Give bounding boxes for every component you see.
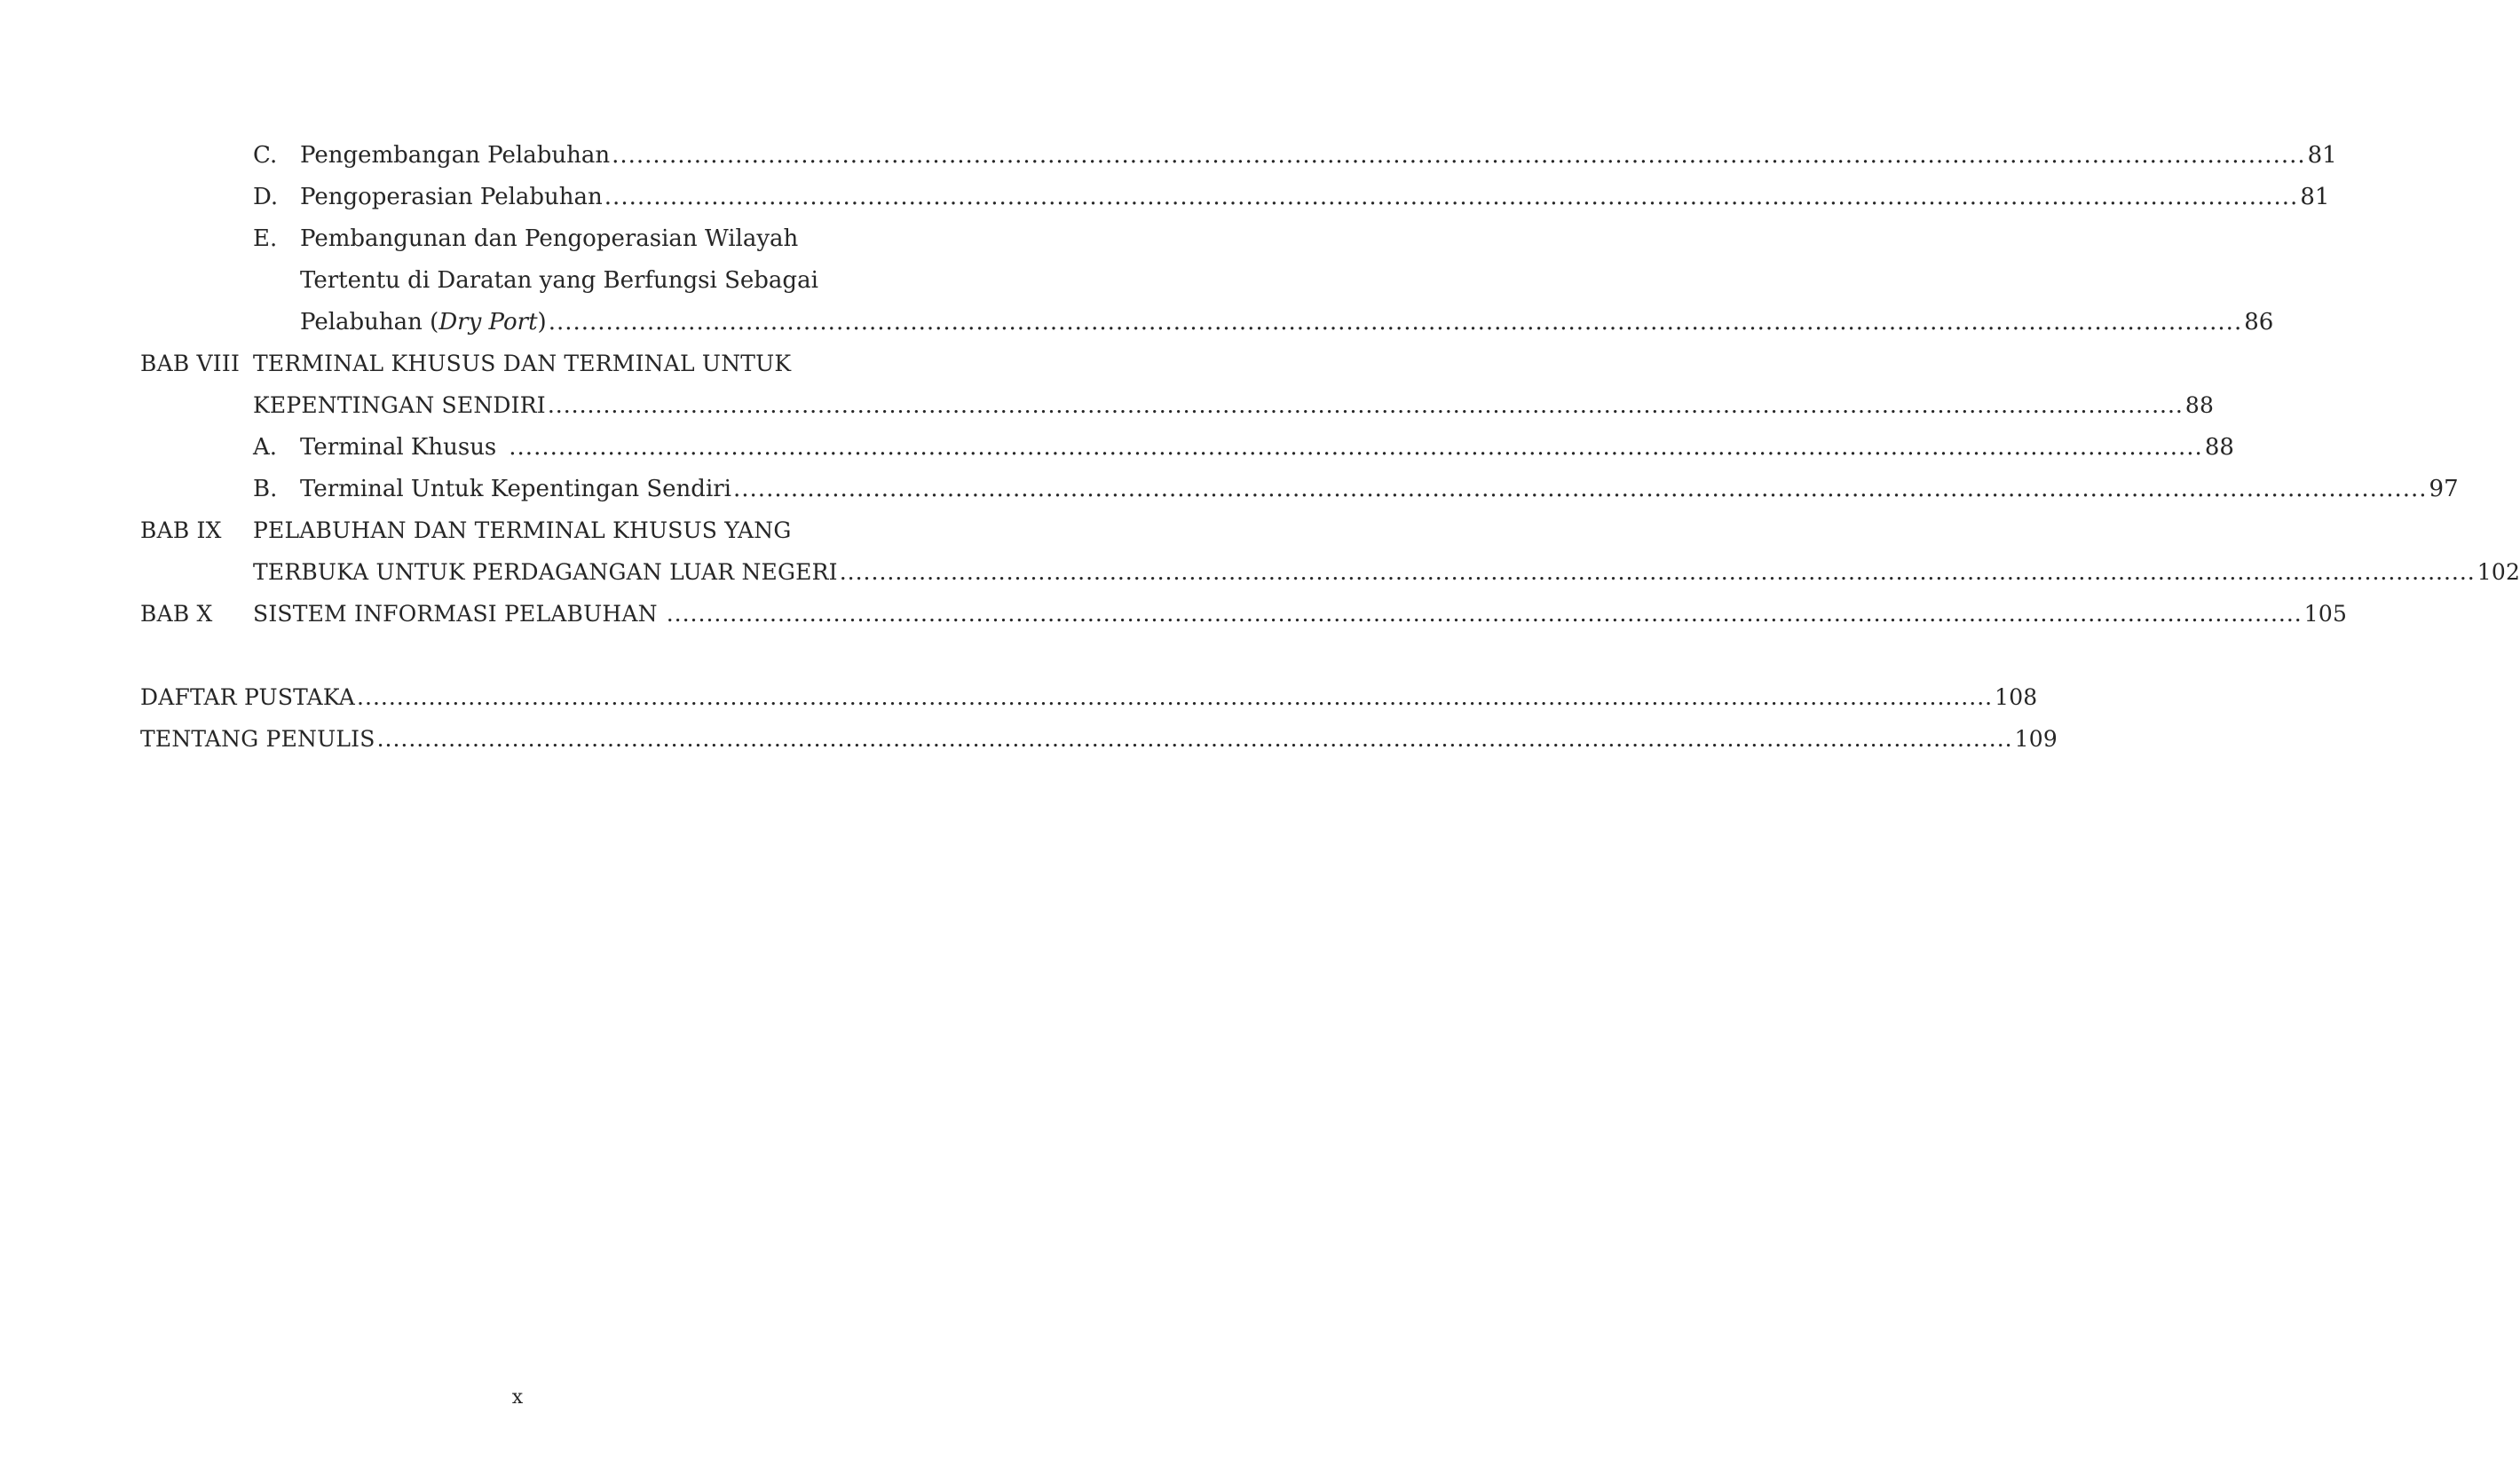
toc-page-number: 102 (2477, 559, 2520, 585)
toc-daftar-pustaka[interactable] (140, 680, 2038, 715)
toc-chapter-9[interactable] (253, 555, 2520, 590)
toc-chapter-8[interactable] (253, 388, 2215, 423)
toc-entry-title: Terminal Khusus (300, 434, 497, 461)
toc-entry-e[interactable] (300, 304, 2274, 340)
toc-chapter-label-8: BAB VIII (140, 351, 241, 376)
toc-entry-title-suffix: ) (537, 309, 547, 335)
toc-letter-a: A. (253, 434, 278, 461)
toc-leader-dots (733, 471, 2428, 507)
toc-entry-title-italic: Dry Port (438, 309, 538, 335)
toc-entry-title-prefix: Pelabuhan ( (300, 309, 439, 335)
toc-letter-d: D. (253, 184, 279, 210)
toc-entry-title: KEPENTINGAN SENDIRI (253, 392, 546, 418)
toc-entry-e-line2: Tertentu di Daratan yang Berfungsi Sebagai (300, 267, 818, 294)
toc-entry-b[interactable] (300, 471, 2459, 507)
toc-page-number: 86 (2244, 309, 2274, 335)
toc-entry-e-line1: Pembangunan dan Pengoperasian Wilayah (300, 225, 799, 252)
toc-leader-dots (667, 596, 2303, 632)
toc-page-number: 109 (2014, 726, 2058, 752)
toc-entry-title: TENTANG PENULIS (140, 726, 375, 752)
toc-entry-title: DAFTAR PUSTAKA (140, 684, 356, 710)
toc-entry-title: Terminal Untuk Kepentingan Sendiri (300, 476, 732, 502)
toc-leader-dots (377, 722, 2013, 757)
toc-entry-title: SISTEM INFORMASI PELABUHAN (253, 601, 658, 627)
toc-page-number: 97 (2429, 476, 2459, 502)
toc-leader-dots (548, 388, 2184, 423)
toc-leader-dots (357, 680, 1993, 715)
toc-page-number: 81 (2300, 184, 2330, 210)
toc-leader-dots (509, 430, 2203, 465)
toc-leader-dots (840, 555, 2476, 590)
toc-chapter-9-line1: PELABUHAN DAN TERMINAL KHUSUS YANG (253, 517, 792, 543)
toc-leader-dots (604, 179, 2299, 215)
toc-tentang-penulis[interactable] (140, 722, 2058, 757)
toc-letter-b: B. (253, 476, 278, 502)
toc-letter-e: E. (253, 225, 278, 252)
page-number-footer: x (511, 1386, 524, 1409)
toc-chapter-10[interactable] (253, 596, 2348, 632)
toc-page-number: 88 (2204, 434, 2234, 461)
toc-page-number: 108 (1995, 684, 2038, 710)
toc-entry-title (300, 304, 547, 340)
toc-letter-c: C. (253, 142, 278, 169)
toc-entry-d[interactable] (300, 179, 2330, 215)
toc-page-number: 105 (2303, 601, 2348, 627)
toc-entry-title: Pengembangan Pelabuhan (300, 142, 611, 169)
toc-leader-dots (549, 304, 2243, 340)
toc-chapter-8-line1: TERMINAL KHUSUS DAN TERMINAL UNTUK (253, 351, 792, 376)
toc-entry-c[interactable] (300, 138, 2337, 173)
toc-entry-a[interactable] (300, 430, 2234, 465)
toc-page-number: 88 (2184, 392, 2215, 418)
toc-entry-title: TERBUKA UNTUK PERDAGANGAN LUAR NEGERI (253, 559, 838, 585)
toc-chapter-label-10: BAB X (140, 601, 213, 627)
toc-page-number: 81 (2307, 142, 2337, 169)
toc-chapter-label-9: BAB IX (140, 517, 222, 543)
toc-leader-dots (612, 138, 2306, 173)
toc-entry-title: Pengoperasian Pelabuhan (300, 184, 603, 210)
